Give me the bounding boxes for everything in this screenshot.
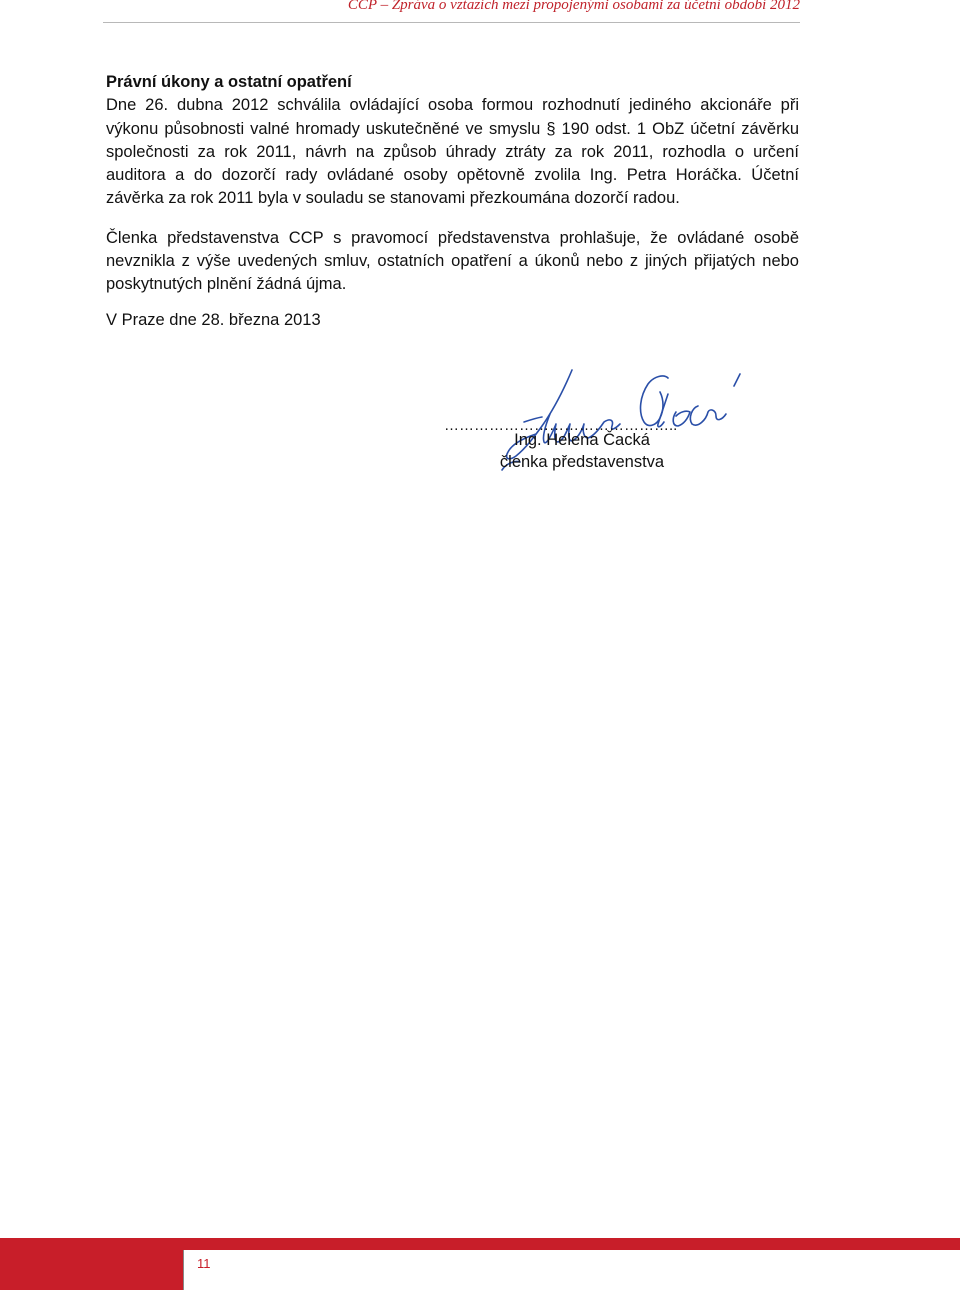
signature-line: ……………………………………….. [444, 417, 678, 434]
signature-block [424, 364, 804, 484]
running-header-title: CCP – Zpráva o vztazích mezi propojenými osobami za účetní období 2012 [347, 0, 800, 13]
signatory-role: členka představenstva [499, 453, 665, 471]
place-and-date: V Praze dne 28. března 2013 [106, 310, 321, 329]
signatory-name: Ing. Helena Čacká [514, 431, 650, 449]
section-title: Právní úkony a ostatní opatření [106, 73, 352, 91]
main-content [106, 71, 799, 332]
running-header [103, 0, 800, 23]
paragraph-declaration: Členka představenstva CCP s pravomocí představenstva prohlašuje, že ovládané osobě nevznikla z výše uvedených smluv, ostatních opatření a úkonů nebo z jiných přijatých nebo poskytnutých plnění žádná újma. [106, 228, 799, 294]
footer-divider [183, 1250, 184, 1290]
footer-panel [183, 1250, 960, 1290]
page-number: 11 [197, 1256, 211, 1271]
paragraph-legal-acts: Dne 26. dubna 2012 schválila ovládající osoba formou rozhodnutí jediného akcionáře při výkonu působnosti valné hromady uskutečněné ve smyslu § 190 odst. 1 ObZ účetní závěrku společnosti za rok 2011, návrh na způsob úhrady ztráty za rok 2011, rozhodla o určení auditora a do dozorčí rady ovládané osoby opětovně zvolila Ing. Petra Horáčka. Účetní závěrka za rok 2011 byla v souladu se stanovami přezkoumána dozorčí radou. [106, 96, 799, 208]
